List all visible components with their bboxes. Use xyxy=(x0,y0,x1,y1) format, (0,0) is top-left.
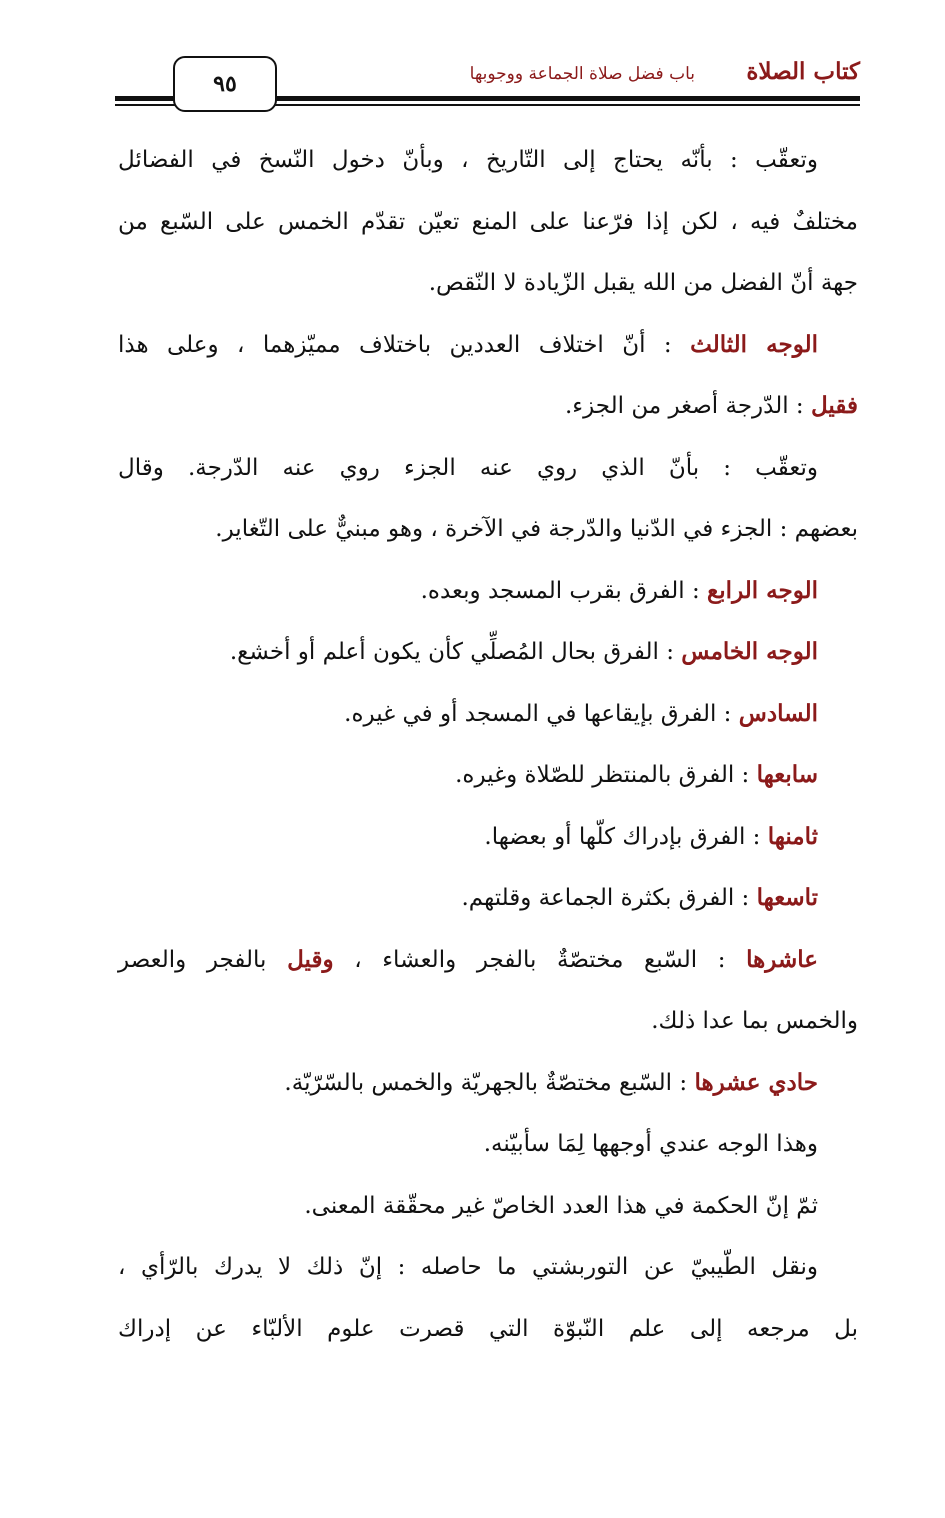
keyword: تاسعها xyxy=(756,884,818,911)
text-line xyxy=(118,1126,858,1188)
text-line xyxy=(118,204,858,266)
text-line xyxy=(118,1311,858,1373)
text-line xyxy=(118,1065,858,1127)
line-text: : أنّ اختلاف العددين باختلاف مميّزهما ، وعلى هذا xyxy=(118,331,691,358)
line-text: بالفجر والعصر xyxy=(118,946,288,973)
line-text: : السّبع مختصّةٌ بالجهريّة والخمس بالسّرّيّة. xyxy=(284,1069,695,1096)
line-text: : الفرق بقرب المسجد وبعده. xyxy=(420,577,708,604)
text-line xyxy=(118,880,858,942)
keyword: الوجه الثالث xyxy=(690,330,818,358)
line-text: : الدّرجة أصغر من الجزء. xyxy=(564,393,811,419)
text-line xyxy=(118,388,858,450)
line-text: ونقل الطّيبيّ عن التوربشتي ما حاصله : إنّ ذلك لا يدرك بالرّأي ، xyxy=(118,1254,818,1280)
text-line xyxy=(118,634,858,696)
text-line xyxy=(118,757,858,819)
line-text: بل مرجعه إلى علم النّبوّة التي قصرت علوم الألبّاء عن إدراك xyxy=(118,1315,858,1342)
keyword: عاشرها xyxy=(746,945,818,973)
text-line xyxy=(118,819,858,881)
keyword: وقيل xyxy=(287,945,334,973)
line-text: والخمس بما عدا ذلك. xyxy=(651,1008,858,1034)
text-line xyxy=(118,327,858,389)
text-line xyxy=(118,142,858,204)
text-line xyxy=(118,696,858,758)
keyword: ثامنها xyxy=(767,822,818,850)
page-body xyxy=(118,142,858,1372)
keyword: فقيل xyxy=(811,392,858,419)
line-text: مختلفٌ فيه ، لكن إذا فرّعنا على المنع تعيّن تقدّم الخمس على السّبع من xyxy=(118,208,858,235)
text-line xyxy=(118,511,858,573)
text-line xyxy=(118,1188,858,1250)
chapter-title: باب فضل صلاة الجماعة ووجوبها xyxy=(469,64,695,84)
line-text: بعضهم : الجزء في الدّنيا والدّرجة في الآخرة ، وهو مبنيٌّ على التّغاير. xyxy=(215,516,858,542)
text-line xyxy=(118,1003,858,1065)
keyword: الوجه الرابع xyxy=(707,576,818,604)
text-line xyxy=(118,450,858,512)
keyword: السادس xyxy=(738,699,818,727)
page-number: ٩٥ xyxy=(173,56,277,112)
line-text: وهذا الوجه عندي أوجهها لِمَا سأبيّنه. xyxy=(483,1131,818,1157)
keyword: سابعها xyxy=(756,761,818,788)
text-line xyxy=(118,942,858,1004)
text-line xyxy=(118,1249,858,1311)
page-header xyxy=(115,52,860,112)
line-text: جهة أنّ الفضل من الله يقبل الزّيادة لا النّقص. xyxy=(428,270,858,296)
line-text: : الفرق بالمنتظر للصّلاة وغيره. xyxy=(455,762,757,788)
line-text: ثمّ إنّ الحكمة في هذا العدد الخاصّ غير محقّقة المعنى. xyxy=(304,1192,818,1219)
line-text: وتعقّب : بأنّه يحتاج إلى التّاريخ ، وبأنّ دخول النّسخ في الفضائل xyxy=(118,147,818,173)
line-text: : الفرق بإدراك كلّها أو بعضها. xyxy=(484,823,768,850)
line-text: وتعقّب : بأنّ الذي روي عنه الجزء روي عنه الدّرجة. وقال xyxy=(118,454,818,481)
line-text: : الفرق بحال المُصلِّي كأن يكون أعلم أو أخشع. xyxy=(229,639,682,665)
keyword: الوجه الخامس xyxy=(681,638,818,665)
line-text: : الفرق بإيقاعها في المسجد أو في غيره. xyxy=(344,700,739,727)
line-text: : الفرق بكثرة الجماعة وقلتهم. xyxy=(461,885,757,911)
text-line xyxy=(118,265,858,327)
line-text: : السّبع مختصّةٌ بالفجر والعشاء ، xyxy=(333,946,747,973)
keyword: حادي عشرها xyxy=(694,1068,818,1096)
text-line xyxy=(118,573,858,635)
book-title: كتاب الصلاة xyxy=(746,58,860,85)
